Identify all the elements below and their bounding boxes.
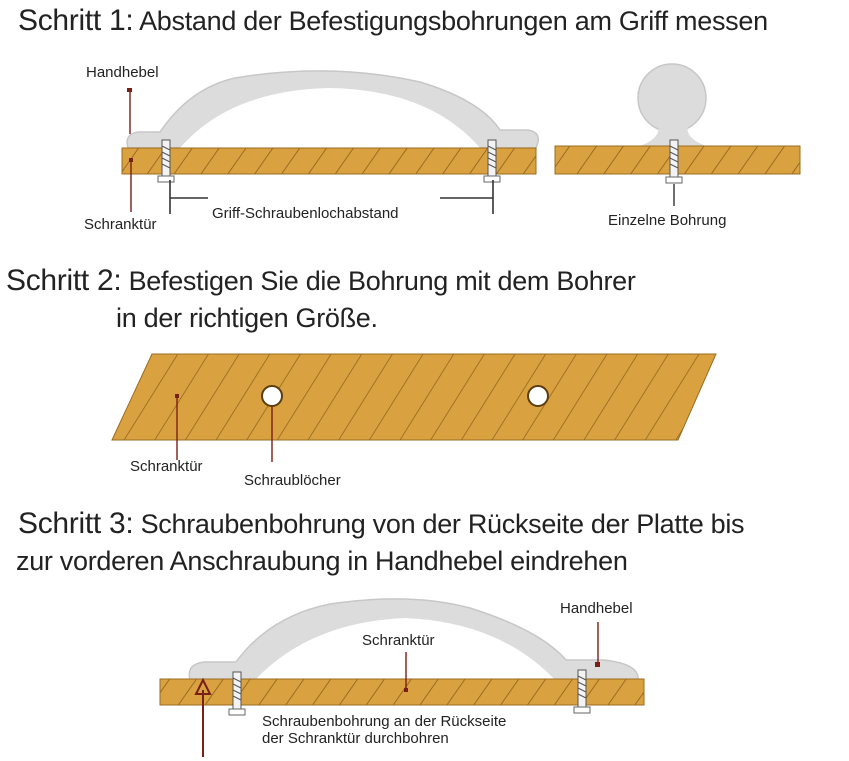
step1-heading (18, 4, 768, 38)
step1-handle (127, 71, 538, 148)
step2-number: Schritt 2: (6, 264, 122, 297)
step2-door-board (112, 354, 716, 440)
step1-text: Abstand der Befestigungsbohrungen am Griff messen (139, 6, 768, 36)
step2-heading (6, 264, 636, 298)
step3-number: Schritt 3: (18, 507, 134, 540)
step1-label-spacing: Griff-Schraubenlochabstand (212, 205, 399, 222)
step2-label-holes: Schraublöcher (244, 472, 341, 489)
step2-line2: in der richtigen Größe. (116, 303, 378, 333)
step3-label-handle: Handhebel (560, 600, 633, 617)
step3-label-drill-line2: der Schranktür durchbohren (262, 730, 449, 747)
step3-line1: Schraubenbohrung von der Rückseite der Platte bis (140, 509, 745, 539)
step1-number: Schritt 1: (18, 4, 134, 37)
step2-hole-right (528, 386, 548, 406)
step3-up-arrow (196, 680, 210, 757)
step2-label-door: Schranktür (130, 458, 203, 475)
step3-label-drill-line1: Schraubenbohrung an der Rückseite (262, 713, 507, 730)
step1-label-single: Einzelne Bohrung (608, 212, 727, 229)
step3-label-door: Schranktür (362, 632, 435, 649)
step1-label-door: Schranktür (84, 216, 157, 233)
step1-knob (638, 64, 706, 146)
step3-heading (18, 507, 744, 541)
step2-hole-left (262, 386, 282, 406)
step2-line1: Befestigen Sie die Bohrung mit dem Bohrer (128, 266, 636, 296)
step3-line2: zur vorderen Anschraubung in Handhebel eindrehen (16, 546, 628, 576)
step1-door-board (122, 148, 536, 174)
step1-label-handle: Handhebel (86, 64, 159, 81)
